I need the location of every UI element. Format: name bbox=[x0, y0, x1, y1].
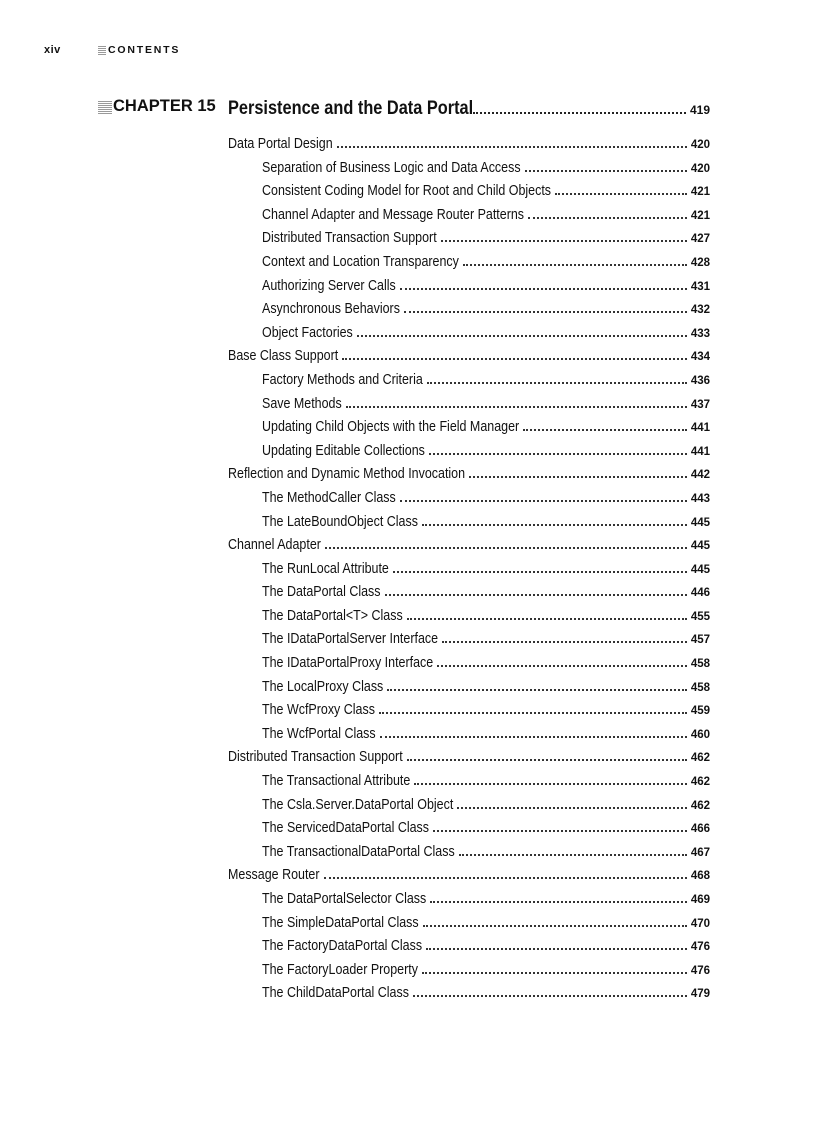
leader-dots bbox=[555, 193, 687, 195]
leader-dots bbox=[407, 759, 687, 761]
toc-entry-page: 462 bbox=[690, 752, 710, 765]
toc-entry-page: 445 bbox=[690, 563, 710, 576]
toc-entry-page: 457 bbox=[690, 634, 710, 647]
toc-entry-page: 433 bbox=[690, 327, 710, 340]
hatch-marker-icon bbox=[98, 100, 112, 114]
leader-dots bbox=[459, 854, 687, 856]
toc-entry-page: 458 bbox=[690, 681, 710, 694]
toc-entry-page: 479 bbox=[690, 988, 710, 1001]
toc-entry-title: Message Router bbox=[228, 867, 320, 884]
toc-entry-page: 443 bbox=[690, 492, 710, 505]
leader-dots bbox=[457, 807, 686, 809]
toc-entry-title: Save Methods bbox=[262, 395, 342, 412]
toc-section-entry bbox=[228, 466, 710, 490]
toc-entry-page: 432 bbox=[690, 304, 710, 317]
leader-dots bbox=[523, 429, 687, 431]
toc-entry-page: 466 bbox=[690, 823, 710, 836]
leader-dots bbox=[469, 476, 687, 478]
toc-subsection-entry bbox=[228, 679, 710, 703]
toc-subsection-entry bbox=[228, 278, 710, 302]
toc-subsection-entry bbox=[228, 514, 710, 538]
running-head-section: CONTENTS bbox=[108, 44, 181, 56]
leader-dots bbox=[441, 240, 687, 242]
toc-subsection-entry bbox=[228, 325, 710, 349]
leader-dots bbox=[442, 641, 687, 643]
toc-subsection-entry bbox=[228, 443, 710, 467]
toc-entry-page: 437 bbox=[690, 398, 710, 411]
toc-entry-title: Context and Location Transparency bbox=[262, 253, 459, 270]
toc-subsection-entry bbox=[228, 608, 710, 632]
toc-entry-page: 441 bbox=[690, 445, 710, 458]
leader-dots bbox=[400, 500, 687, 502]
toc-entry-title: The IDataPortalProxy Interface bbox=[262, 655, 434, 672]
toc-entry-page: 468 bbox=[690, 870, 710, 883]
toc-entry-title: The FactoryLoader Property bbox=[262, 961, 418, 978]
toc-entry-title: Factory Methods and Criteria bbox=[262, 371, 423, 388]
toc-subsection-entry bbox=[228, 820, 710, 844]
toc-subsection-entry bbox=[228, 419, 710, 443]
leader-dots bbox=[385, 594, 687, 596]
toc-subsection-entry bbox=[228, 183, 710, 207]
toc-entry-title: The LocalProxy Class bbox=[262, 678, 384, 695]
toc-section-entry bbox=[228, 867, 710, 891]
toc-entry-page: 436 bbox=[690, 374, 710, 387]
leader-dots bbox=[433, 830, 687, 832]
leader-dots bbox=[324, 877, 687, 879]
chapter-heading bbox=[98, 97, 710, 121]
toc-entry-page: 428 bbox=[690, 256, 710, 269]
toc-entry-title: The LateBoundObject Class bbox=[262, 513, 418, 530]
toc-entry-page: 445 bbox=[690, 540, 710, 553]
toc-entry-title: Updating Editable Collections bbox=[262, 442, 425, 459]
toc-entry-title: The WcfProxy Class bbox=[262, 702, 375, 719]
toc-entry-title: Updating Child Objects with the Field Manager bbox=[262, 419, 520, 436]
toc-subsection-entry bbox=[228, 985, 710, 1009]
chapter-number-label: CHAPTER 15 bbox=[113, 97, 216, 115]
toc-entry-title: Base Class Support bbox=[228, 348, 339, 365]
toc-entry-title: The Transactional Attribute bbox=[262, 773, 411, 790]
toc-entry-title: Distributed Transaction Support bbox=[228, 749, 403, 766]
toc-entry-title: The DataPortal<T> Class bbox=[262, 607, 403, 624]
leader-dots bbox=[525, 170, 687, 172]
toc-entry-page: 462 bbox=[690, 799, 710, 812]
toc-entry-title: Channel Adapter and Message Router Patterns bbox=[262, 206, 525, 223]
toc-subsection-entry bbox=[228, 726, 710, 750]
toc-subsection-entry bbox=[228, 702, 710, 726]
leader-dots bbox=[337, 146, 687, 148]
leader-dots bbox=[413, 995, 687, 997]
toc-section-entry bbox=[228, 749, 710, 773]
leader-dots bbox=[380, 736, 687, 738]
toc-entry-title: Object Factories bbox=[262, 324, 353, 341]
chapter-page-number: 419 bbox=[689, 102, 710, 117]
toc-entry-title: The ServicedDataPortal Class bbox=[262, 820, 430, 837]
toc-entry-page: 460 bbox=[690, 728, 710, 741]
leader-dots bbox=[422, 972, 687, 974]
leader-dots bbox=[342, 358, 687, 360]
toc-section-entry bbox=[228, 537, 710, 561]
toc-entry-title: The RunLocal Attribute bbox=[262, 560, 389, 577]
toc-entry-title: Separation of Business Logic and Data Access bbox=[262, 159, 521, 176]
toc-subsection-entry bbox=[228, 301, 710, 325]
toc-entry-title: The IDataPortalServer Interface bbox=[262, 631, 439, 648]
toc-entry-page: 434 bbox=[690, 351, 710, 364]
leader-dots bbox=[422, 524, 687, 526]
leader-dots bbox=[400, 288, 687, 290]
toc-subsection-entry bbox=[228, 490, 710, 514]
toc-entry-title: The MethodCaller Class bbox=[262, 489, 396, 506]
leader-dots bbox=[393, 571, 687, 573]
chapter-number bbox=[98, 97, 228, 116]
leader-dots bbox=[429, 453, 687, 455]
leader-dots bbox=[423, 925, 687, 927]
leader-dots bbox=[528, 217, 687, 219]
toc-entry-title: Consistent Coding Model for Root and Child Objects bbox=[262, 183, 552, 200]
toc-entry-title: The DataPortalSelector Class bbox=[262, 891, 427, 907]
toc-entry-page: 476 bbox=[690, 964, 710, 977]
toc-subsection-entry bbox=[228, 915, 710, 939]
leader-dots bbox=[426, 948, 687, 950]
leader-dots bbox=[357, 335, 687, 337]
leader-dots bbox=[379, 712, 687, 714]
toc-entry-title: Channel Adapter bbox=[228, 537, 321, 554]
toc-subsection-entry bbox=[228, 230, 710, 254]
leader-dots bbox=[404, 311, 687, 313]
toc-entry-page: 442 bbox=[690, 469, 710, 482]
toc-list bbox=[228, 136, 710, 1009]
toc-entry-title: The TransactionalDataPortal Class bbox=[262, 843, 455, 860]
hatch-marker-icon bbox=[98, 46, 106, 55]
toc-entry-page: 458 bbox=[690, 658, 710, 671]
toc-entry-page: 469 bbox=[690, 894, 710, 906]
leader-dots bbox=[427, 382, 687, 384]
toc-entry-page: 446 bbox=[690, 587, 710, 600]
toc-subsection-entry bbox=[228, 254, 710, 278]
toc-subsection-entry bbox=[228, 891, 710, 915]
leader-dots bbox=[407, 618, 687, 620]
toc-entry-page: 441 bbox=[690, 422, 710, 435]
toc-subsection-entry bbox=[228, 584, 710, 608]
toc-entry-page: 421 bbox=[690, 186, 710, 199]
toc-entry-title: The WcfPortal Class bbox=[262, 725, 376, 742]
toc-entry-title: The SimpleDataPortal Class bbox=[262, 914, 419, 931]
running-head bbox=[44, 43, 180, 57]
toc-entry-page: 431 bbox=[690, 280, 710, 293]
toc-subsection-entry bbox=[228, 962, 710, 986]
toc-subsection-entry bbox=[228, 938, 710, 962]
toc-entry-page: 467 bbox=[690, 846, 710, 859]
toc-entry-title: The ChildDataPortal Class bbox=[262, 985, 409, 1002]
leader-dots bbox=[463, 264, 687, 266]
toc-entry-page: 421 bbox=[690, 209, 710, 222]
toc-entry-title: Data Portal Design bbox=[228, 136, 333, 152]
toc-entry-title: Authorizing Server Calls bbox=[262, 277, 396, 294]
toc-section-entry bbox=[228, 136, 710, 160]
leader-dots bbox=[346, 406, 687, 408]
leader-dots bbox=[437, 665, 687, 667]
toc-subsection-entry bbox=[228, 160, 710, 184]
toc-subsection-entry bbox=[228, 631, 710, 655]
toc-entry-page: 470 bbox=[690, 917, 710, 930]
toc-section-entry bbox=[228, 348, 710, 372]
leader-dots bbox=[387, 689, 687, 691]
toc-entry-title: The DataPortal Class bbox=[262, 584, 381, 601]
toc-entry-page: 420 bbox=[690, 162, 710, 175]
toc-entry-title: Asynchronous Behaviors bbox=[262, 301, 400, 318]
toc-subsection-entry bbox=[228, 561, 710, 585]
toc-subsection-entry bbox=[228, 797, 710, 821]
toc-subsection-entry bbox=[228, 396, 710, 420]
toc-entry-title: The FactoryDataPortal Class bbox=[262, 938, 423, 955]
page-number: xiv bbox=[44, 44, 61, 56]
toc-entry-page: 455 bbox=[690, 610, 710, 623]
toc-entry-page: 462 bbox=[690, 776, 710, 789]
toc-subsection-entry bbox=[228, 655, 710, 679]
toc-entry-title: The Csla.Server.DataPortal Object bbox=[262, 796, 454, 813]
leader-dots bbox=[414, 783, 687, 785]
leader-dots bbox=[473, 111, 686, 114]
toc-entry-page: 427 bbox=[690, 233, 710, 246]
toc-entry-page: 420 bbox=[690, 139, 710, 151]
chapter-title: Persistence and the Data Portal bbox=[228, 97, 474, 119]
toc-subsection-entry bbox=[228, 372, 710, 396]
toc-entry-title: Reflection and Dynamic Method Invocation bbox=[228, 466, 466, 483]
toc-entry-title: Distributed Transaction Support bbox=[262, 230, 437, 247]
toc-entry-page: 445 bbox=[690, 516, 710, 529]
leader-dots bbox=[325, 547, 687, 549]
toc-subsection-entry bbox=[228, 207, 710, 231]
leader-dots bbox=[430, 901, 687, 903]
toc-entry-page: 476 bbox=[690, 941, 710, 954]
toc-entry-page: 459 bbox=[690, 705, 710, 718]
toc-subsection-entry bbox=[228, 773, 710, 797]
toc-subsection-entry bbox=[228, 844, 710, 868]
